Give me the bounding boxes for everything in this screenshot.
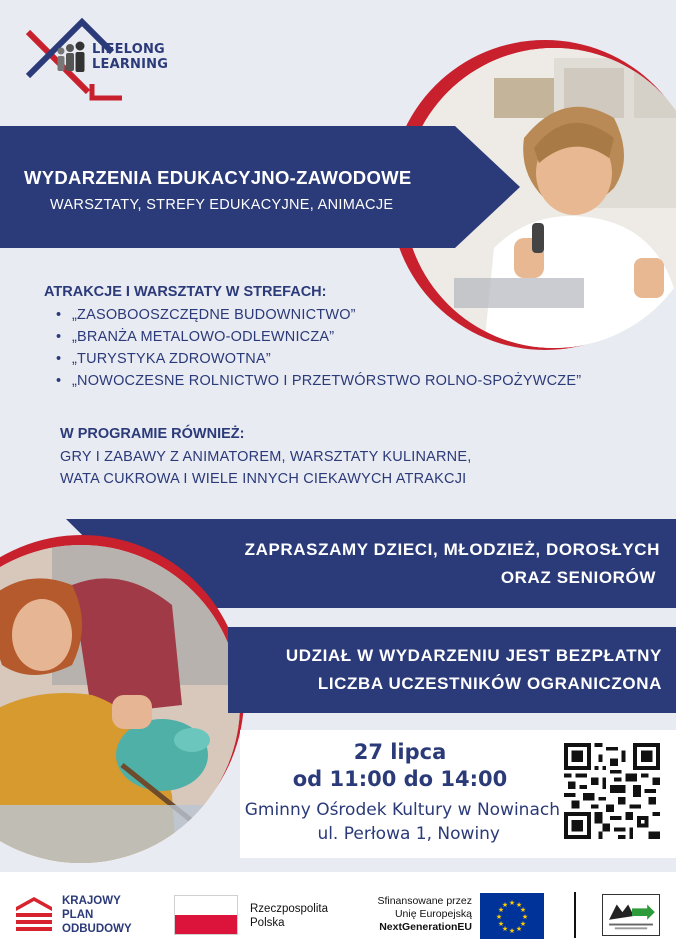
svg-text:★: ★	[519, 920, 527, 928]
svg-text:★: ★	[508, 927, 516, 935]
invite-line-2: ORAZ SENIORÓW	[500, 568, 656, 587]
invite-line-1: ZAPRASZAMY DZIECI, MŁODZIEŻ, DOROSŁYCH	[244, 540, 660, 559]
list-item: • „ZASOBOOSZCZĘDNE BUDOWNICTWO”	[56, 304, 581, 326]
svg-text:★: ★	[519, 906, 527, 914]
participation-band	[228, 627, 676, 713]
svg-text:★: ★	[497, 920, 505, 928]
event-address: ul. Perłowa 1, Nowiny	[317, 824, 500, 844]
svg-text:★: ★	[508, 899, 516, 907]
svg-text:★: ★	[521, 913, 529, 921]
logo-text: LIFELONG LEARNING	[92, 42, 169, 72]
program-text: GRY I ZABAWY Z ANIMATOREM, WARSZTATY KULINARNE, WATA CUKROWA I WIELE INNYCH CIEKAWYCH ATRAKCJI	[60, 449, 472, 487]
list-item: • „NOWOCZESNE ROLNICTWO I PRZETWÓRSTWO ROLNO-SPOŻYWCZE”	[56, 370, 581, 392]
program-heading: W PROGRAMIE RÓWNIEŻ:	[60, 426, 245, 442]
eu-funding-text: Sfinansowane przez Unię Europejską NextGenerationEU	[377, 895, 472, 933]
polish-flag	[174, 895, 238, 935]
svg-text:★: ★	[515, 901, 523, 909]
svg-text:★: ★	[497, 906, 505, 914]
eu-flag-icon	[480, 893, 544, 939]
event-title: WYDARZENIA EDUKACYJNO-ZAWODOWE	[24, 167, 412, 188]
attractions-heading: ATRAKCJE I WARSZTATY W STREFACH:	[44, 284, 327, 300]
event-venue: Gminny Ośrodek Kultury w Nowinach	[244, 800, 560, 820]
list-item: • „BRANŻA METALOWO-ODLEWNICZA”	[56, 326, 581, 348]
svg-text:★: ★	[515, 925, 523, 933]
rzeczpospolita-text: Rzeczpospolita Polska	[250, 903, 328, 929]
attractions-list	[56, 304, 581, 392]
svg-text:★: ★	[501, 901, 509, 909]
wup-logo	[602, 894, 660, 936]
list-item: • „TURYSTYKA ZDROWOTNA”	[56, 348, 581, 370]
participation-line-1: UDZIAŁ W WYDARZENIU JEST BEZPŁATNY	[285, 646, 662, 665]
participation-line-2: LICZBA UCZESTNIKÓW OGRANICZONA	[317, 674, 662, 693]
svg-text:★: ★	[495, 913, 503, 921]
event-subtitle: WARSZTATY, STREFY EDUKACYJNE, ANIMACJE	[50, 197, 394, 213]
event-time: od 11:00 do 14:00	[292, 767, 508, 791]
qr-code[interactable]	[564, 743, 660, 839]
svg-text:★: ★	[501, 925, 509, 933]
kpo-logo-icon	[14, 895, 54, 935]
event-date: 27 lipca	[353, 740, 447, 764]
kpo-text: KRAJOWY PLAN ODBUDOWY	[62, 895, 132, 935]
footer-divider	[574, 892, 576, 938]
